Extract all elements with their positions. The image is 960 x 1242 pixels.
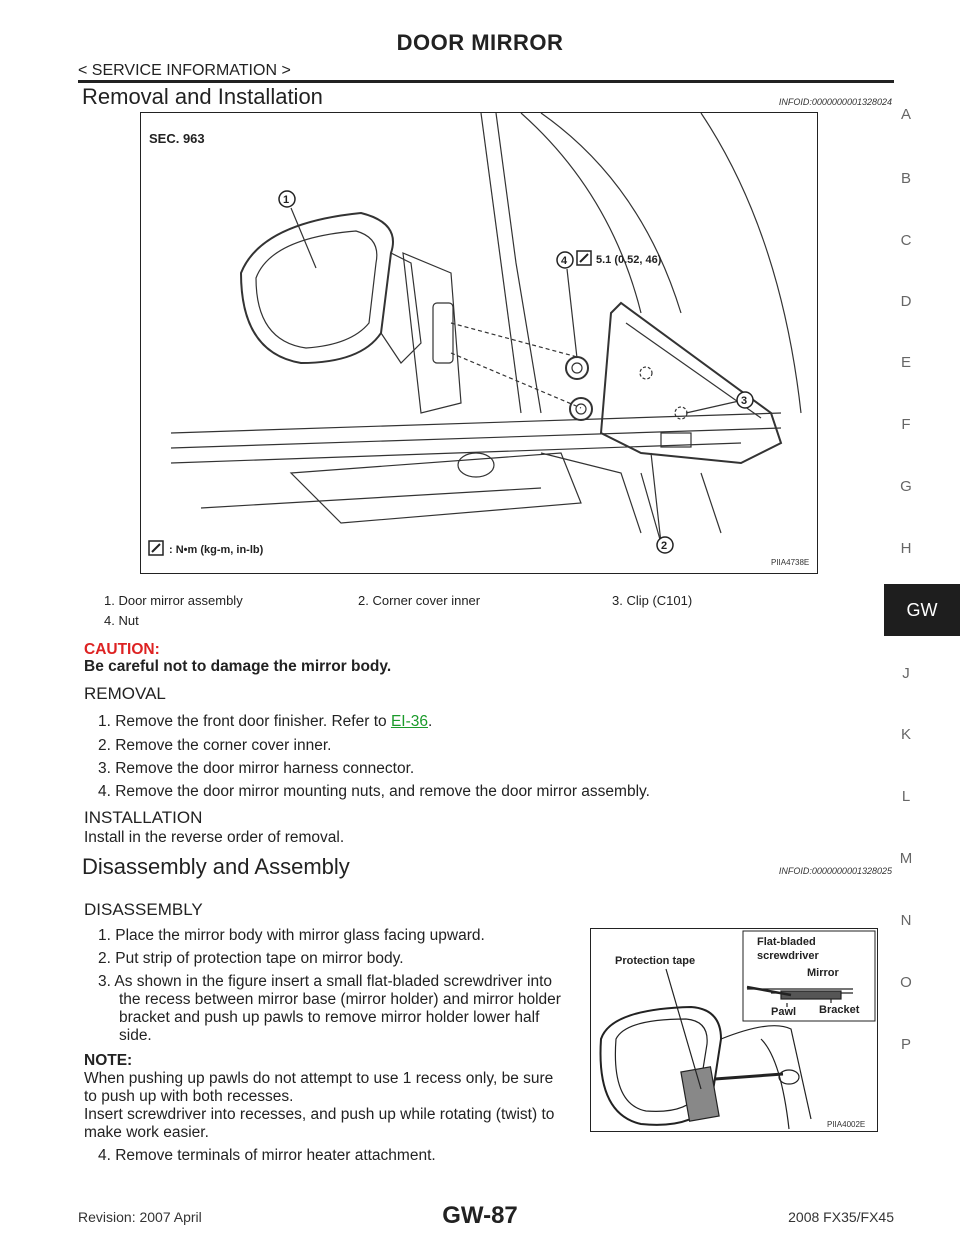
side-index-f[interactable]: F: [901, 416, 911, 433]
section-title-disassembly-assembly: Disassembly and Assembly: [82, 854, 350, 879]
side-index-a[interactable]: A: [900, 106, 911, 123]
note-line-3: Insert screwdriver into recesses, and push up while rotating (twist) to: [84, 1106, 555, 1123]
installation-heading: INSTALLATION: [84, 808, 203, 827]
legend-item-3: 3. Clip (C101): [612, 593, 693, 608]
disassembly-step-2: 2. Put strip of protection tape on mirror body.: [98, 950, 404, 967]
caution-text: Be careful not to damage the mirror body.: [84, 658, 392, 675]
side-index-l[interactable]: L: [901, 788, 911, 805]
info-id: INFOID:0000000001328024: [778, 97, 892, 107]
note-heading: NOTE:: [84, 1052, 133, 1069]
side-tab-gw[interactable]: GW: [884, 584, 960, 636]
callout-2: 2: [661, 540, 668, 552]
sec-label: SEC. 963: [149, 131, 205, 146]
disassembly-step-3-cont-2: bracket and push up pawls to remove mirror holder lower half: [119, 1009, 540, 1026]
label-bracket: Bracket: [819, 1004, 860, 1016]
side-index-n[interactable]: N: [900, 912, 912, 929]
side-index-g[interactable]: G: [900, 478, 912, 495]
figure-code-2: PIIA4002E: [827, 1120, 866, 1129]
side-index-o[interactable]: O: [900, 974, 912, 991]
removal-step-3: 3. Remove the door mirror harness connector.: [98, 760, 415, 777]
side-index-p[interactable]: P: [900, 1036, 911, 1053]
installation-text: Install in the reverse order of removal.: [84, 829, 345, 846]
disassembly-step-3-cont-3: side.: [119, 1027, 152, 1044]
removal-step-1: [98, 713, 432, 731]
header-rule: [78, 80, 894, 83]
side-index-d[interactable]: D: [900, 293, 912, 310]
section-title-removal-installation: Removal and Installation: [82, 84, 323, 109]
removal-step-1-suffix: .: [428, 713, 433, 730]
breadcrumb: < SERVICE INFORMATION >: [78, 62, 291, 79]
model-name: 2008 FX35/FX45: [788, 1209, 894, 1225]
torque-unit: : N•m (kg-m, in-lb): [169, 544, 264, 556]
side-index-m[interactable]: M: [899, 850, 913, 867]
disassembly-step-1: 1. Place the mirror body with mirror glass facing upward.: [98, 927, 485, 944]
removal-heading: REMOVAL: [84, 684, 166, 703]
side-index-b[interactable]: B: [900, 170, 911, 187]
removal-step-1-text: 1. Remove the front door finisher. Refer to: [98, 713, 391, 730]
callout-4: 4: [561, 255, 568, 267]
legend-item-2: 2. Corner cover inner: [358, 593, 481, 608]
side-index-k[interactable]: K: [900, 726, 911, 743]
label-protection-tape: Protection tape: [615, 955, 696, 967]
torque-spec: 5.1 (0.52, 46): [596, 254, 662, 266]
page-number: GW-87: [442, 1202, 518, 1229]
side-index-c[interactable]: C: [900, 232, 912, 249]
door-mirror-illustration: [141, 113, 817, 573]
disassembly-step-3: 3. As shown in the figure insert a small flat-bladed screwdriver into: [98, 973, 553, 990]
callout-3: 3: [741, 395, 748, 407]
info-id-2: INFOID:0000000001328025: [778, 866, 892, 876]
legend-item-4: 4. Nut: [104, 613, 139, 628]
note-line-1: When pushing up pawls do not attempt to use 1 recess only, be sure: [84, 1070, 554, 1087]
removal-step-4: 4. Remove the door mirror mounting nuts, and remove the door mirror assembly.: [98, 783, 650, 800]
page-title: DOOR MIRROR: [396, 30, 564, 55]
disassembly-step-4: 4. Remove terminals of mirror heater attachment.: [98, 1147, 436, 1164]
disassembly-heading: DISASSEMBLY: [84, 900, 203, 919]
mirror-disassembly-illustration: [591, 929, 877, 1131]
label-screwdriver-2: screwdriver: [757, 950, 819, 962]
legend-item-1: 1. Door mirror assembly: [104, 593, 243, 608]
side-index-j[interactable]: J: [902, 665, 910, 682]
removal-step-2: 2. Remove the corner cover inner.: [98, 737, 332, 754]
revision-date: Revision: 2007 April: [78, 1209, 202, 1225]
label-mirror: Mirror: [807, 967, 839, 979]
side-index-h[interactable]: H: [900, 540, 912, 557]
door-mirror-exploded-figure: [140, 112, 818, 574]
note-line-2: to push up with both recesses.: [84, 1088, 294, 1105]
label-pawl: Pawl: [771, 1006, 797, 1018]
caution-heading: CAUTION:: [84, 641, 160, 658]
note-line-4: make work easier.: [84, 1124, 209, 1141]
side-index-e[interactable]: E: [900, 354, 911, 371]
callout-1: 1: [283, 194, 290, 206]
disassembly-step-3-cont-1: the recess between mirror base (mirror holder) and mirror holder: [119, 991, 561, 1008]
mirror-disassembly-figure: [590, 928, 878, 1132]
ei-36-link[interactable]: EI-36: [390, 713, 428, 730]
figure-code: PIIA4738E: [771, 558, 810, 567]
label-screwdriver-1: Flat-bladed: [757, 936, 816, 948]
